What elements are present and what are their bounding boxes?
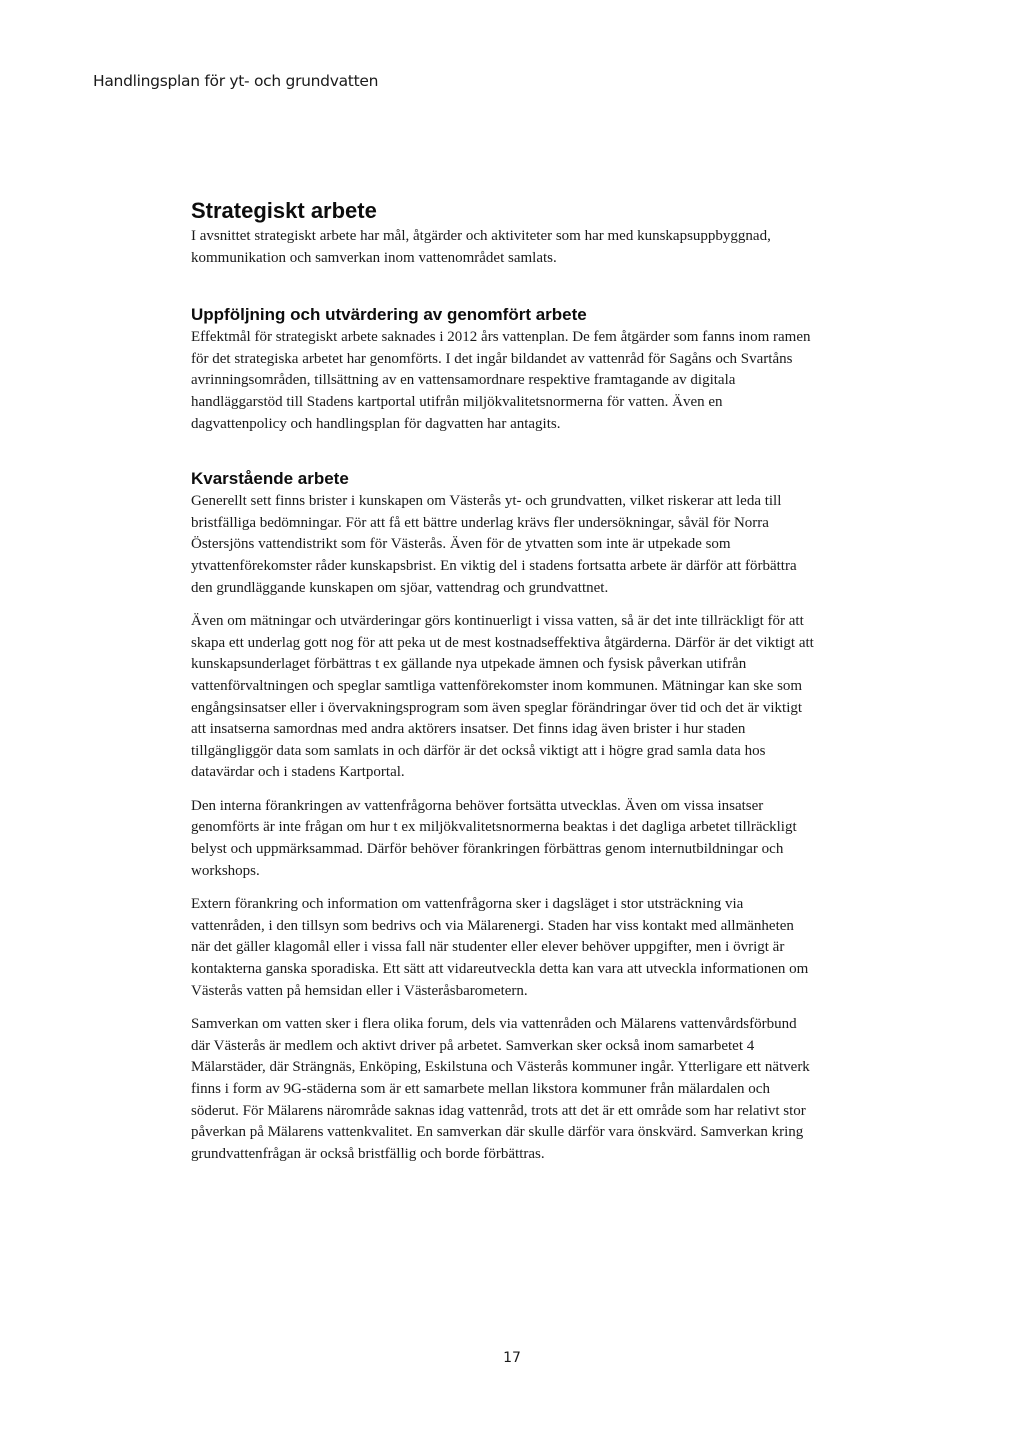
paragraph-uppfoljning: Effektmål för strategiskt arbete saknades i 2012 års vattenplan. De fem åtgärder som fanns inom ramen för det strategiska arbetet har genomförts. I det ingår bildandet av vattenråd för Sagåns och Svartåns avrinningsområden, tillsättning av en vattensamordnare respektive framtagande av digitala handläggarstöd till Stadens kartportal utifrån miljökvalitetsnormerna för vatten. Även en dagvattenpolicy och handlingsplan för dagvatten har antagits. [191,329,811,432]
paragraph-kvarstaende-4: Extern förankring och information om vattenfrågorna sker i dagsläget i stor utsträckning via vattenråden, i den tillsyn som bedrivs och via Mälarenergi. Staden har viss kontakt med allmänheten när det gäller klagomål eller i vissa fall när studenter eller elever behöver uppgifter, men i övrigt är kontakterna ganska sporadiska. Ett sätt att vidareutveckla detta kan vara att utveckla informationen om Västerås vatten på hemsidan eller i Västeråsbarometern. [191,896,809,999]
spacer [191,1002,816,1014]
paragraph-strategiskt-intro: I avsnittet strategiskt arbete har mål, åtgärder och aktiviteter som har med kunskapsuppbyggnad, kommunikation och samverkan inom vattenområdet samlats. [191,228,771,266]
paragraph-kvarstaende-5: Samverkan om vatten sker i flera olika forum, dels via vattenråden och Mälarens vattenvårdsförbund där Västerås är medlem och aktivt driver på arbetet. Samverkan sker också inom samarbetet 4 Mälarstäder, där Strängnäs, Enköping, Eskilstuna och Västerås kommuner ingår. Ytterligare ett nätverk finns i form av 9G-städerna som är ett samarbete mellan likstora kommuner från mälardalen och söderut. För Mälarens närområde saknas idag vattenråd, trots att det är ett område som har relativt stor påverkan på Mälarens vattenkvalitet. En samverkan där skulle därför vara önskvärd. Samverkan kring grundvattenfrågan är också bristfällig och borde förbättras. [191,1016,810,1162]
paragraph-kvarstaende-1: Generellt sett finns brister i kunskapen om Västerås yt- och grundvatten, vilket riskerar att leda till bristfälliga bedömningar. För att få ett bättre underlag krävs fler undersökningar, såväl för Norra Östersjöns vattendistrikt som för Västerås. Även för de ytvatten som inte är utpekade som ytvattenförekomster råder kunskapsbrist. En viktig del i stadens fortsatta arbete är därför att förbättra den grundläggande kunskapen om sjöar, vattendrag och grundvattnet. [191,493,797,596]
spacer [191,599,816,611]
spacer [191,784,816,796]
paragraph-kvarstaende-3: Den interna förankringen av vattenfrågorna behöver fortsätta utvecklas. Även om vissa insatser genomförts är inte frågan om hur t ex miljökvalitetsnormerna beaktas i det dagliga arbetet tillräckligt belyst och uppmärksammad. Därför behöver förankringen förbättras genom internutbildningar och workshops. [191,797,797,879]
page-number: 17 [503,1350,521,1366]
spacer [191,435,816,467]
heading-kvarstaende: Kvarstående arbete [191,469,349,489]
paragraph-kvarstaende-2: Även om mätningar och utvärderingar görs kontinuerligt i vissa vatten, så är det inte tillräckligt för att skapa ett underlag gott nog för att peka ut de mest kostnadseffektiva åtgärderna. Därför är det viktigt att kunskapsunderlaget förbättras t ex gällande nya utpekade ämnen och fysisk påverkan utifrån vattenförvaltningen och speglar samtliga vattenförekomster inom kommunen. Mätningar kan ske som engångsinsatser eller i övervakningsprogram som även speglar förändringar över tid och det är viktigt att insatserna samordnas med andra aktörers insatser. Det finns idag även brister i hur staden tillgängliggör data som samlats in och därför är det också viktigt att i högre grad samla data hos datavärdar och i stadens Kartportal. [191,613,814,781]
main-content [191,196,816,1165]
heading-strategiskt-arbete: Strategiskt arbete [191,198,377,223]
spacer [191,269,816,303]
heading-uppfoljning: Uppföljning och utvärdering av genomfört arbete [191,305,587,325]
running-header: Handlingsplan för yt- och grundvatten [93,72,379,90]
spacer [191,882,816,894]
